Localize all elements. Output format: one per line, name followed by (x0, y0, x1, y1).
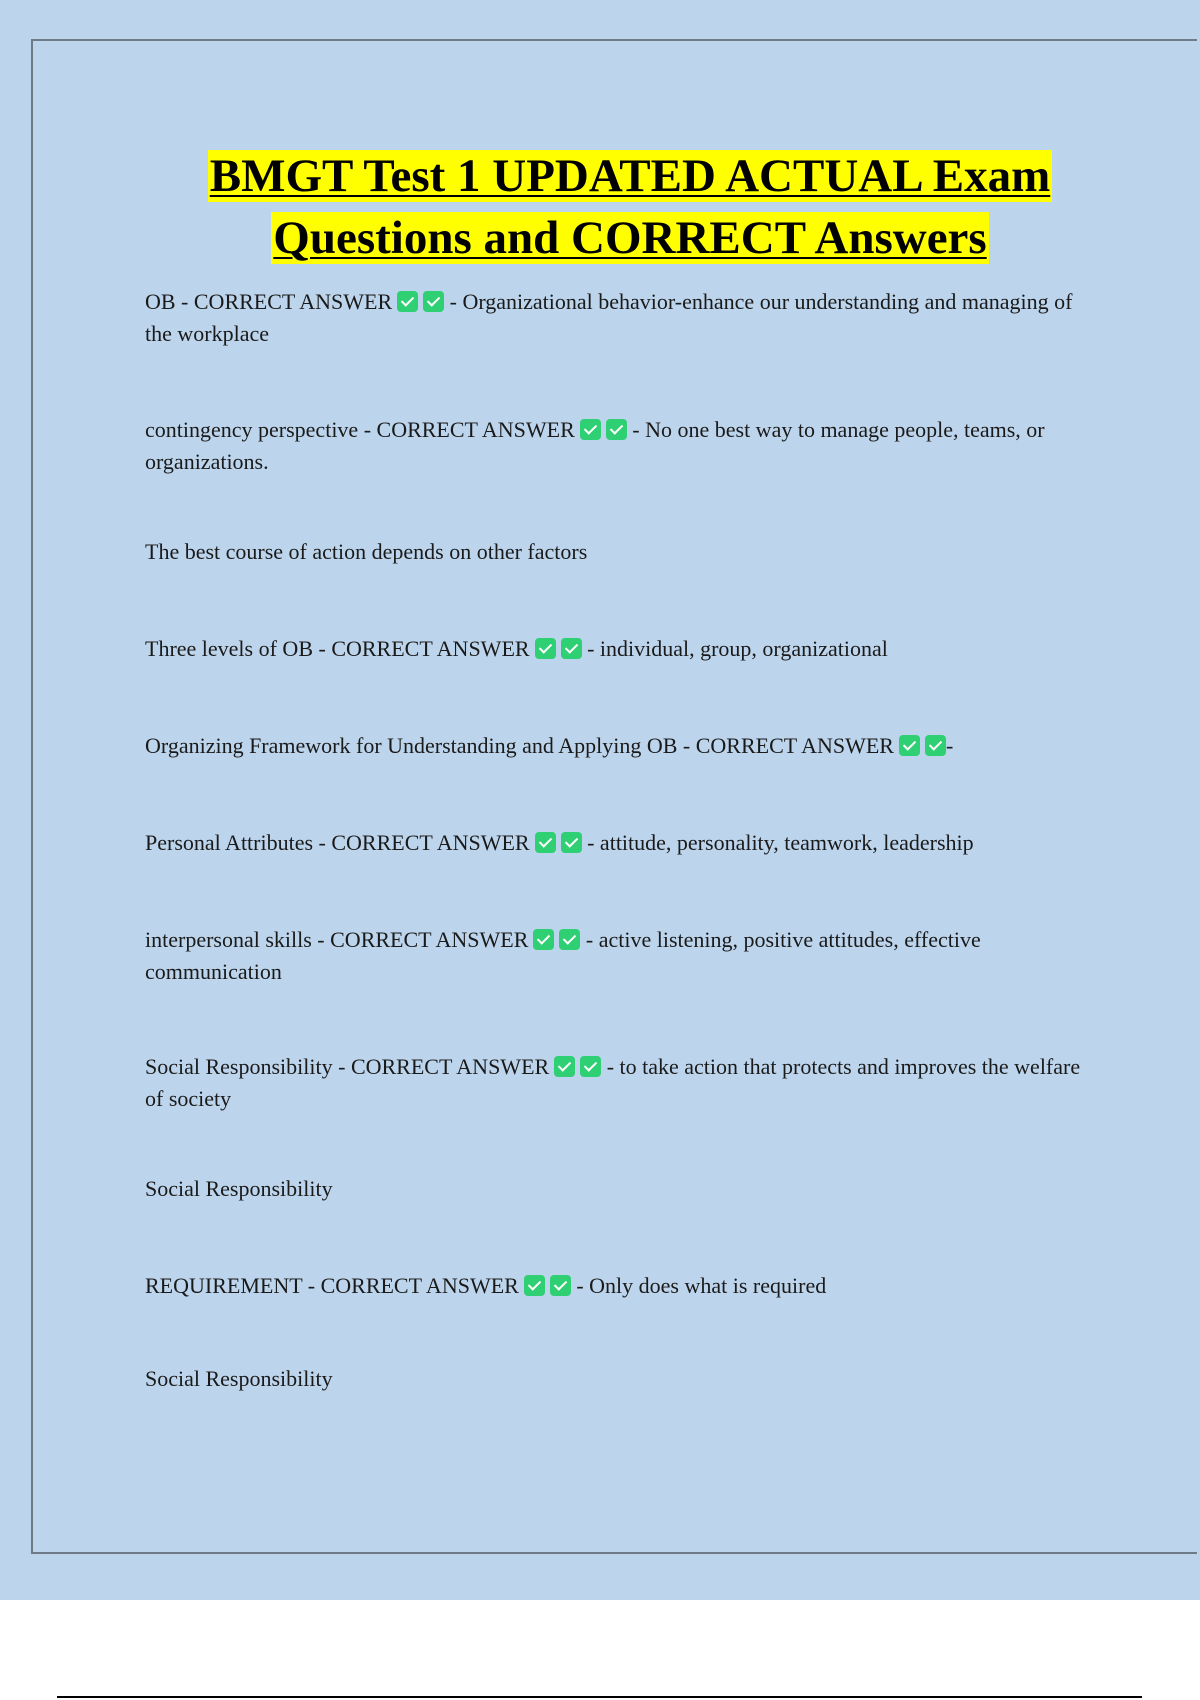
qa-entry (145, 1051, 1090, 1115)
entry-definition: - Only does what is required (576, 1273, 827, 1298)
entry-term: interpersonal skills - CORRECT ANSWER (145, 927, 529, 952)
qa-entry (145, 730, 1090, 762)
check-box-icon (561, 832, 582, 853)
document-title (60, 145, 1200, 269)
check-box-icon (535, 832, 556, 853)
check-box-icon (535, 638, 556, 659)
entry-term: REQUIREMENT - CORRECT ANSWER (145, 1273, 519, 1298)
qa-entry (145, 633, 1090, 665)
entry-text: The best course of action depends on other factors (145, 539, 588, 564)
check-box-icon (397, 291, 418, 312)
check-box-icon (606, 419, 627, 440)
title-line-2: Questions and CORRECT Answers (273, 212, 987, 264)
entry-term: Three levels of OB - CORRECT ANSWER (145, 636, 530, 661)
qa-entry (145, 414, 1090, 478)
qa-note (145, 536, 1090, 568)
check-box-icon (554, 1056, 575, 1077)
entry-definition: - No one best way to manage people, teams, or organizations. (145, 417, 1045, 474)
check-box-icon (580, 1056, 601, 1077)
entry-term: contingency perspective - CORRECT ANSWER (145, 417, 575, 442)
check-box-icon (550, 1275, 571, 1296)
entry-definition: - active listening, positive attitudes, effective communication (145, 927, 981, 984)
qa-entry (145, 827, 1090, 859)
entry-definition: - to take action that protects and improves the welfare of society (145, 1054, 1081, 1111)
qa-entry (145, 1270, 1090, 1302)
entry-term: OB - CORRECT ANSWER (145, 289, 393, 314)
entry-text: Social Responsibility (145, 1366, 333, 1391)
check-box-icon (561, 638, 582, 659)
check-box-icon (524, 1275, 545, 1296)
check-box-icon (559, 929, 580, 950)
check-box-icon (580, 419, 601, 440)
check-box-icon (925, 735, 946, 756)
qa-entry (145, 924, 1090, 988)
title-line-1: BMGT Test 1 UPDATED ACTUAL Exam (209, 150, 1051, 202)
footer-divider (57, 1696, 1142, 1698)
entry-definition: - individual, group, organizational (587, 636, 888, 661)
entry-definition: - attitude, personality, teamwork, leadership (587, 830, 974, 855)
entry-term: Social Responsibility - CORRECT ANSWER (145, 1054, 550, 1079)
entry-definition: - Organizational behavior-enhance our understanding and managing of the workplace (145, 289, 1073, 346)
entry-text: Social Responsibility (145, 1176, 333, 1201)
entry-definition: - (945, 733, 954, 758)
qa-list (145, 286, 1090, 1395)
entry-term: Organizing Framework for Understanding and Applying OB - CORRECT ANSWER (145, 733, 894, 758)
check-box-icon (533, 929, 554, 950)
qa-note (145, 1173, 1090, 1205)
check-box-icon (423, 291, 444, 312)
qa-entry (145, 286, 1090, 350)
entry-term: Personal Attributes - CORRECT ANSWER (145, 830, 530, 855)
qa-note (145, 1363, 1090, 1395)
check-box-icon (899, 735, 920, 756)
